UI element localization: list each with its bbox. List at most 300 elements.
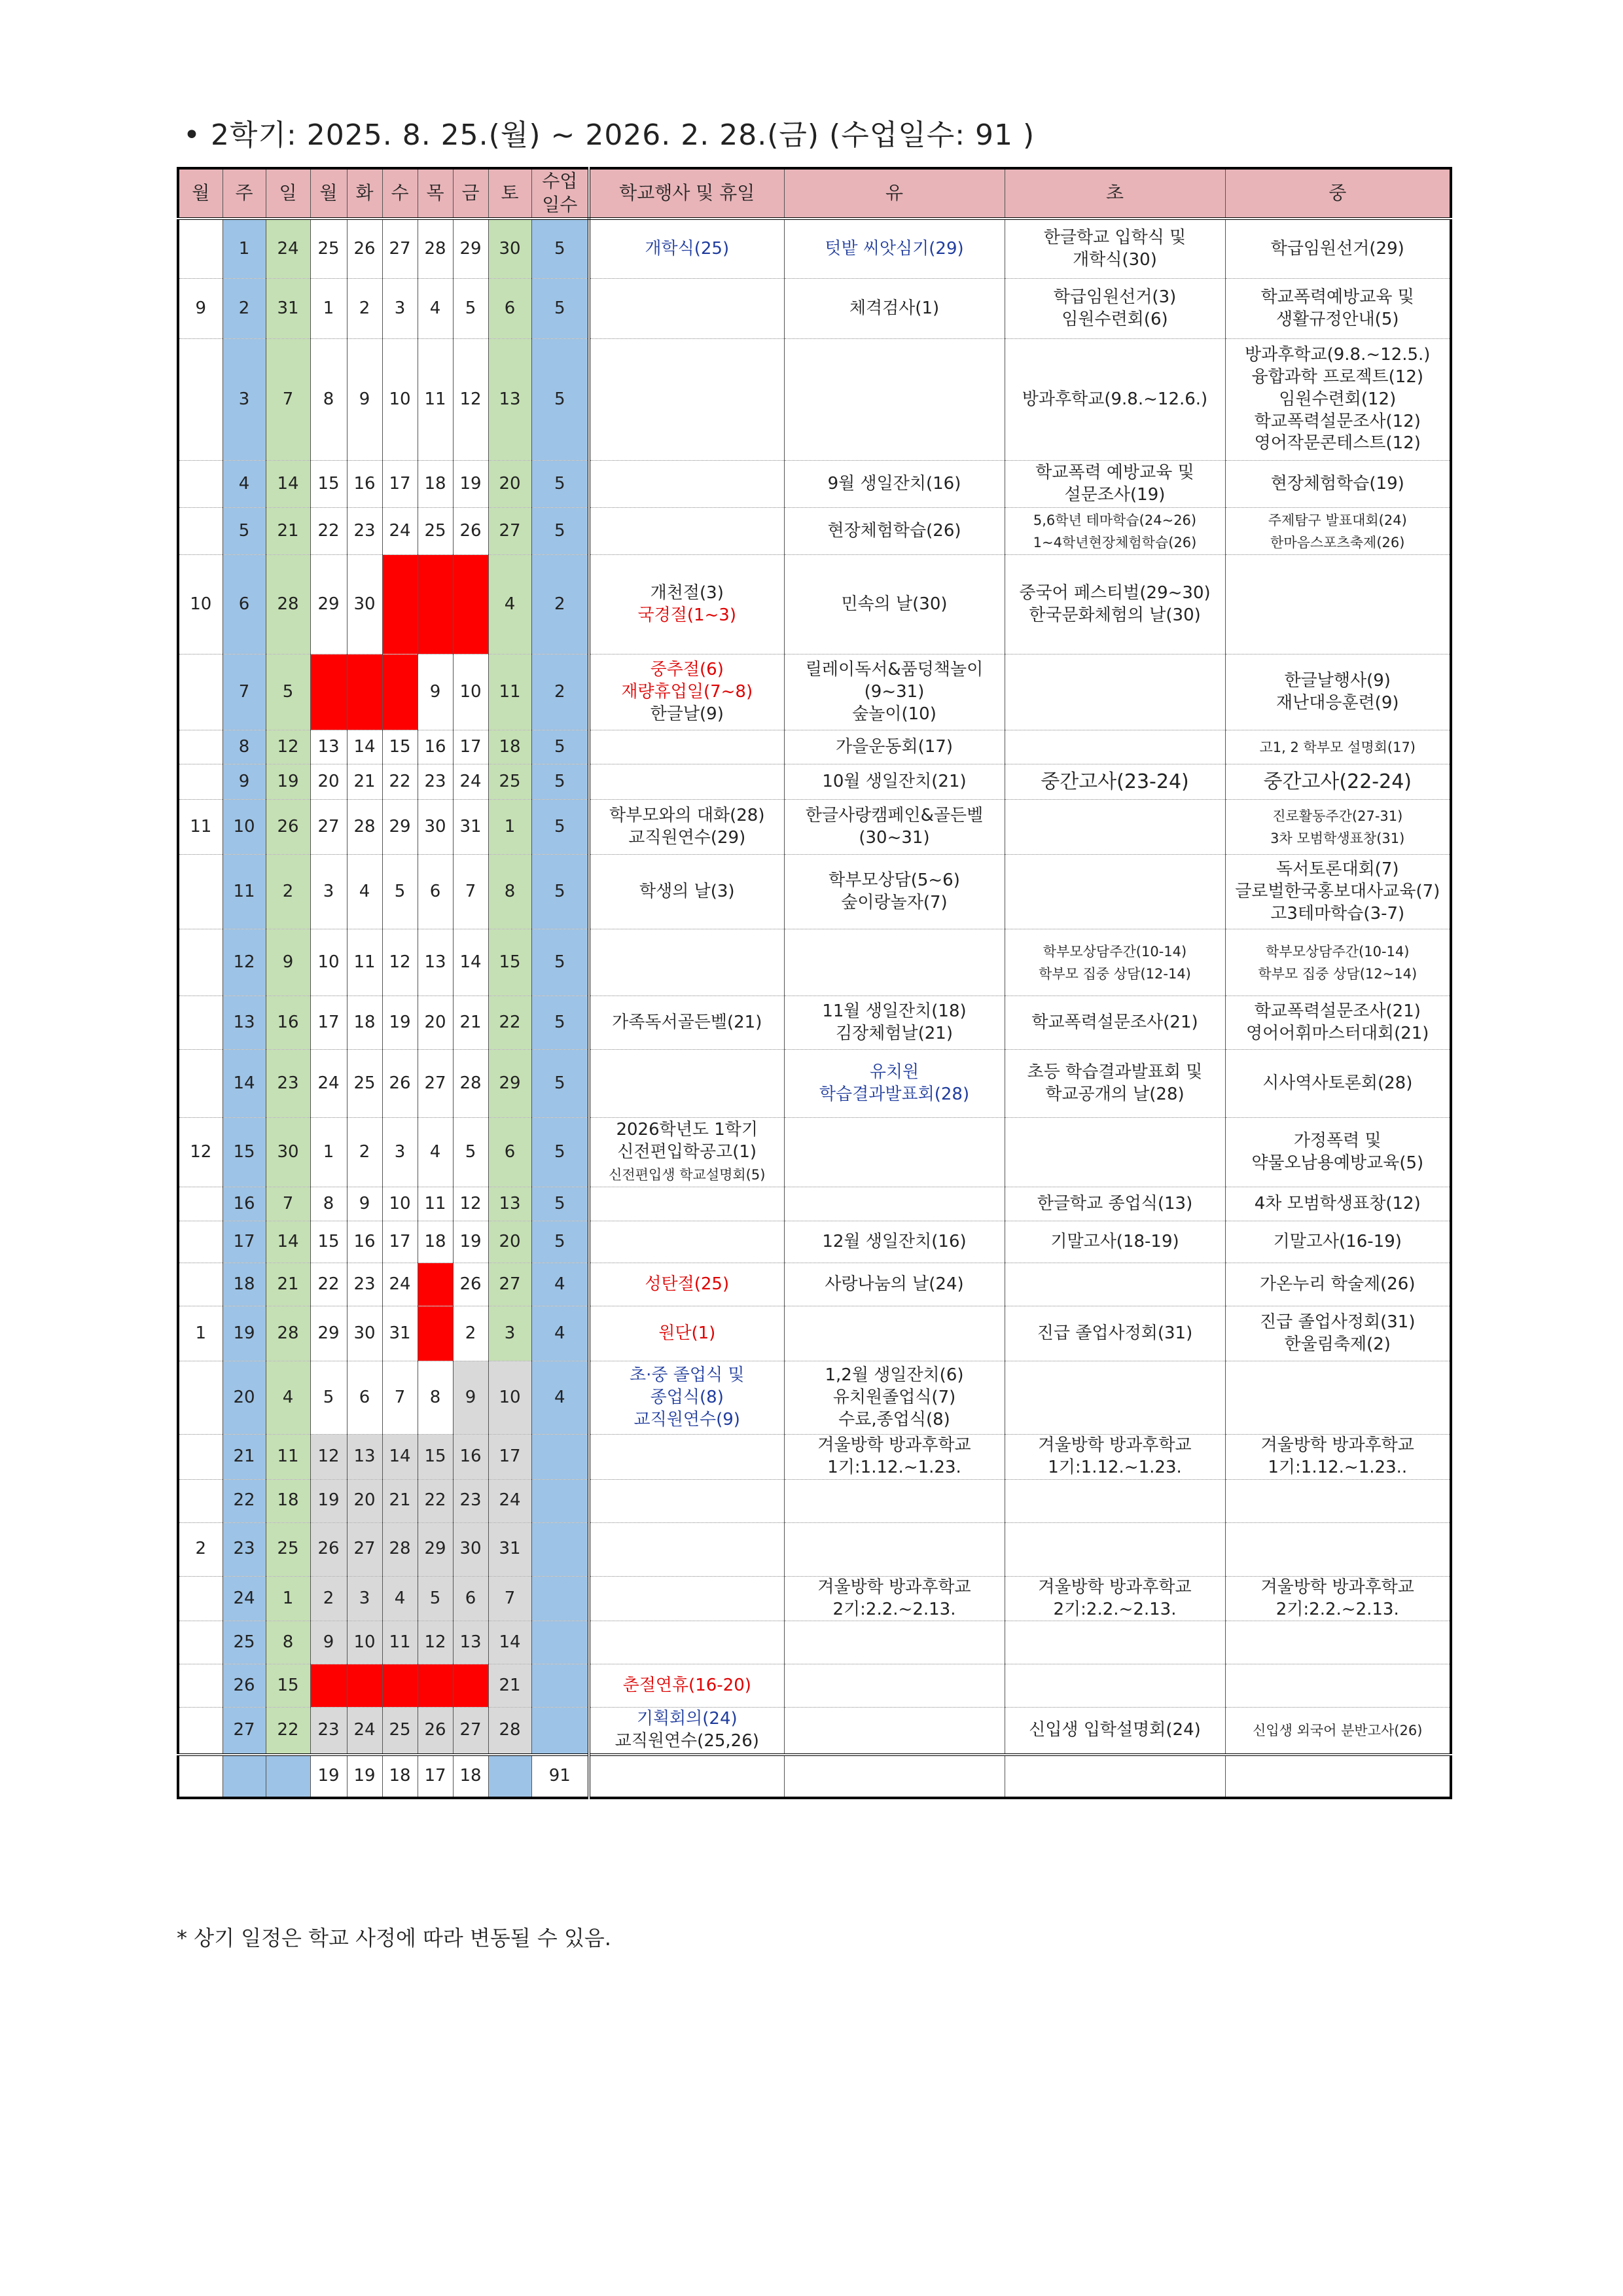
class-days-cell: 4	[531, 1306, 589, 1361]
event-line: 텃밭 씨앗심기(29)	[825, 238, 964, 259]
event-line: 원단(1)	[658, 1323, 716, 1343]
day-cell-sun: 12	[266, 730, 310, 764]
day-cell-sun: 15	[266, 1664, 310, 1708]
event-line: 학교폭력 예방교육 및	[1035, 462, 1194, 482]
class-days-cell: 5	[531, 800, 589, 855]
yu-cell	[784, 730, 1005, 764]
event-line: 한글학교 입학식 및	[1043, 227, 1186, 247]
table-row	[178, 1479, 1451, 1522]
day-cell-mon: 2	[310, 1576, 347, 1621]
day-cell-wed: 28	[382, 1522, 418, 1576]
header-mon: 월	[310, 168, 347, 219]
day-cell-sat: 14	[488, 1621, 531, 1664]
cho-cell	[1005, 1263, 1225, 1306]
day-cell-fri: 6	[453, 1576, 488, 1621]
day-cell-wed: 22	[382, 764, 418, 800]
day-cell-sat: 18	[488, 730, 531, 764]
yu-cell	[784, 1118, 1005, 1187]
month-cell	[178, 1479, 223, 1522]
class-days-cell: 5	[531, 996, 589, 1050]
day-cell-sun: 19	[266, 764, 310, 800]
event-line: 겨울방학 방과후학교	[817, 1435, 971, 1456]
event-line: 영어작문콘테스트(12)	[1254, 433, 1421, 454]
week-cell: 1	[223, 219, 266, 279]
week-cell: 19	[223, 1306, 266, 1361]
day-cell-thu: 18	[418, 461, 453, 508]
event-line: 1기:1.12.~1.23.	[827, 1458, 961, 1478]
day-cell-thu: 30	[418, 800, 453, 855]
table-row	[178, 1621, 1451, 1664]
event-line: 교직원연수(25,26)	[615, 1731, 759, 1751]
event-line: 1기:1.12.~1.23.	[1048, 1458, 1182, 1478]
week-cell: 21	[223, 1435, 266, 1480]
day-cell-fri: 9	[453, 1361, 488, 1435]
day-cell-tue: 21	[347, 764, 382, 800]
jung-cell	[1225, 855, 1451, 929]
event-line: 개학식(25)	[645, 238, 730, 259]
yu-cell	[784, 508, 1005, 555]
event-cell	[589, 1221, 784, 1263]
day-cell-sat: 15	[488, 929, 531, 996]
class-days-cell	[531, 1479, 589, 1522]
day-cell-fri: 26	[453, 508, 488, 555]
event-line: 2기:2.2.~2.13.	[1275, 1599, 1399, 1619]
yu-cell	[784, 1522, 1005, 1576]
event-line: 시사역사토론회(28)	[1262, 1073, 1413, 1093]
cho-cell	[1005, 1118, 1225, 1187]
day-cell-tue: 16	[347, 461, 382, 508]
day-cell-sat: 6	[488, 279, 531, 339]
event-cell	[589, 1118, 784, 1187]
day-cell-mon: 22	[310, 508, 347, 555]
day-cell-wed: 29	[382, 800, 418, 855]
yu-cell	[784, 800, 1005, 855]
event-line: 숲이랑놀자(7)	[841, 892, 948, 912]
day-cell-fri: 20	[453, 1664, 488, 1708]
day-cell-tue: 10	[347, 1621, 382, 1664]
event-line: 겨울방학 방과후학교	[1038, 1435, 1192, 1456]
day-cell-mon: 25	[310, 219, 347, 279]
month-cell	[178, 1263, 223, 1306]
event-line: 신전편입학공고(1)	[617, 1141, 757, 1162]
day-cell-sun: 7	[266, 339, 310, 461]
jung-cell	[1225, 1221, 1451, 1263]
day-cell-sat: 13	[488, 339, 531, 461]
event-line: 학부모 집중 상담(12~14)	[1258, 965, 1418, 982]
cho-cell	[1005, 1221, 1225, 1263]
day-cell-fri: 19	[453, 1221, 488, 1263]
event-line: 개학식(30)	[1073, 249, 1157, 270]
event-line: 겨울방학 방과후학교	[1260, 1577, 1414, 1597]
table-row	[178, 800, 1451, 855]
day-cell-thu: 25	[418, 508, 453, 555]
day-cell-tue: 27	[347, 1522, 382, 1576]
day-cell-wed: 25	[382, 1708, 418, 1755]
class-days-cell: 5	[531, 929, 589, 996]
day-cell-mon: 23	[310, 1708, 347, 1755]
event-line: 약물오남용예방교육(5)	[1251, 1153, 1424, 1173]
day-cell-mon: 27	[310, 800, 347, 855]
event-line: 임원수련회(6)	[1061, 309, 1168, 329]
day-cell-wed: 27	[382, 219, 418, 279]
day-cell-wed: 15	[382, 730, 418, 764]
day-cell-wed: 24	[382, 508, 418, 555]
jung-cell	[1225, 1479, 1451, 1522]
day-cell-fri: 3	[453, 555, 488, 655]
week-cell: 5	[223, 508, 266, 555]
event-cell	[589, 1306, 784, 1361]
day-cell-thu: 23	[418, 764, 453, 800]
day-cell-tue: 7	[347, 655, 382, 730]
month-cell	[178, 1435, 223, 1480]
event-line: 학부모와의 대화(28)	[609, 805, 765, 825]
event-line: 신입생 외국어 분반고사(26)	[1253, 1723, 1423, 1739]
day-cell-tue: 11	[347, 929, 382, 996]
day-cell-thu: 1	[418, 1306, 453, 1361]
event-cell	[589, 1664, 784, 1708]
day-cell-tue: 16	[347, 1221, 382, 1263]
event-cell	[589, 800, 784, 855]
jung-cell	[1225, 219, 1451, 279]
cho-cell	[1005, 996, 1225, 1050]
day-cell-fri: 16	[453, 1435, 488, 1480]
day-cell-thu: 11	[418, 339, 453, 461]
day-cell-wed: 18	[382, 1664, 418, 1708]
class-days-cell: 4	[531, 1361, 589, 1435]
day-cell-wed: 14	[382, 1435, 418, 1480]
yu-cell	[784, 1221, 1005, 1263]
event-line: 기획회의(24)	[636, 1709, 738, 1729]
jung-cell	[1225, 730, 1451, 764]
day-cell-tue: 3	[347, 1576, 382, 1621]
day-cell-sat: 22	[488, 996, 531, 1050]
table-row	[178, 219, 1451, 279]
table-row	[178, 1118, 1451, 1187]
event-line: 교직원연수(9)	[633, 1409, 740, 1429]
day-cell-sun: 7	[266, 1187, 310, 1221]
event-line: 현장체험학습(19)	[1270, 473, 1404, 493]
day-cell-mon: 19	[310, 1479, 347, 1522]
week-cell: 3	[223, 339, 266, 461]
page-title: • 2학기: 2025. 8. 25.(월) ~ 2026. 2. 28.(금) (수업일수: 91 )	[183, 118, 1035, 152]
event-line: 가족독서골든벨(21)	[612, 1012, 762, 1032]
week-cell: 18	[223, 1263, 266, 1306]
event-cell	[589, 1576, 784, 1621]
day-cell-mon: 29	[310, 555, 347, 655]
class-days-cell: 5	[531, 1221, 589, 1263]
month-cell	[178, 339, 223, 461]
day-cell-thu: 29	[418, 1522, 453, 1576]
day-cell-wed: 3	[382, 1118, 418, 1187]
week-cell: 4	[223, 461, 266, 508]
day-cell-sun: 5	[266, 655, 310, 730]
day-cell-sat: 8	[488, 855, 531, 929]
day-cell-thu: 27	[418, 1050, 453, 1118]
yu-cell	[784, 1576, 1005, 1621]
jung-cell	[1225, 929, 1451, 996]
yu-cell	[784, 1361, 1005, 1435]
event-line: 중간고사(22-24)	[1263, 770, 1412, 794]
table-row	[178, 279, 1451, 339]
cho-cell	[1005, 1361, 1225, 1435]
week-cell: 27	[223, 1708, 266, 1755]
event-cell	[589, 1263, 784, 1306]
day-cell-fri: 19	[453, 461, 488, 508]
header-middle: 중	[1225, 168, 1451, 219]
month-cell	[178, 1187, 223, 1221]
day-cell-tue: 30	[347, 555, 382, 655]
cho-cell	[1005, 1664, 1225, 1708]
header-sat: 토	[488, 168, 531, 219]
day-cell-thu: 19	[418, 1664, 453, 1708]
event-line: 겨울방학 방과후학교	[1038, 1577, 1192, 1597]
event-line: 성탄절(25)	[645, 1274, 730, 1294]
event-cell	[589, 1050, 784, 1118]
table-row	[178, 555, 1451, 655]
day-cell-sun: 26	[266, 800, 310, 855]
day-cell-wed: 1	[382, 555, 418, 655]
yu-cell	[784, 555, 1005, 655]
day-cell-sun: 18	[266, 1479, 310, 1522]
day-cell-sun: 22	[266, 1708, 310, 1755]
event-line: 기말고사(16-19)	[1273, 1231, 1402, 1251]
event-line: 학교폭력예방교육 및	[1260, 287, 1414, 307]
day-cell-wed: 4	[382, 1576, 418, 1621]
day-cell-tue: 4	[347, 855, 382, 929]
yu-cell	[784, 1263, 1005, 1306]
day-cell-sat: 7	[488, 1576, 531, 1621]
event-line: 생활규정안내(5)	[1275, 309, 1399, 329]
day-cell-sun: 24	[266, 219, 310, 279]
day-cell-mon: 3	[310, 855, 347, 929]
event-line: 중추절(6)	[650, 660, 724, 680]
event-line: 고1, 2 학부모 설명회(17)	[1259, 739, 1416, 755]
header-sun: 일	[266, 168, 310, 219]
month-cell	[178, 1576, 223, 1621]
event-line: 신입생 입학설명회(24)	[1029, 1720, 1201, 1740]
yu-cell	[784, 1050, 1005, 1118]
day-cell-wed: 31	[382, 1306, 418, 1361]
event-line: 재난대응훈련(9)	[1275, 692, 1399, 713]
cho-cell	[1005, 1708, 1225, 1755]
table-row	[178, 1050, 1451, 1118]
day-cell-fri: 12	[453, 339, 488, 461]
table-row	[178, 508, 1451, 555]
class-days-cell: 5	[531, 1050, 589, 1118]
yu-cell	[784, 279, 1005, 339]
day-cell-sun: 14	[266, 1221, 310, 1263]
day-cell-sun: 9	[266, 929, 310, 996]
event-cell	[589, 508, 784, 555]
month-cell	[178, 1664, 223, 1708]
day-cell-sat: 25	[488, 764, 531, 800]
day-cell-thu: 5	[418, 1576, 453, 1621]
day-cell-mon: 22	[310, 1263, 347, 1306]
event-cell	[589, 655, 784, 730]
day-cell-thu: 13	[418, 929, 453, 996]
footnote: * 상기 일정은 학교 사정에 따라 변동될 수 있음.	[177, 1926, 611, 1950]
event-cell	[589, 1522, 784, 1576]
semester-calendar-table	[177, 167, 1452, 1799]
cho-cell	[1005, 508, 1225, 555]
month-cell	[178, 855, 223, 929]
table-row	[178, 1708, 1451, 1755]
event-line: 영어어휘마스터대회(21)	[1246, 1023, 1429, 1043]
event-line: 학부모상담주간(10-14)	[1266, 943, 1410, 960]
table-row	[178, 1306, 1451, 1361]
yu-cell	[784, 1479, 1005, 1522]
day-cell-wed: 10	[382, 1187, 418, 1221]
day-cell-wed: 26	[382, 1050, 418, 1118]
month-cell	[178, 730, 223, 764]
month-cell: 11	[178, 800, 223, 855]
jung-cell	[1225, 1522, 1451, 1576]
day-cell-wed: 10	[382, 339, 418, 461]
week-cell: 14	[223, 1050, 266, 1118]
month-cell	[178, 461, 223, 508]
event-line: 학부모상담주간(10-14)	[1043, 943, 1187, 960]
month-cell	[178, 764, 223, 800]
cho-cell	[1005, 800, 1225, 855]
event-line: 춘절연휴(16-20)	[622, 1676, 751, 1696]
event-line: 4차 모범학생표창(12)	[1254, 1193, 1421, 1213]
event-line: 방과후학교(9.8.~12.5.)	[1245, 345, 1431, 365]
event-line: 교직원연수(29)	[628, 827, 746, 848]
yu-cell	[784, 1621, 1005, 1664]
day-cell-thu: 4	[418, 279, 453, 339]
class-days-cell	[531, 1708, 589, 1755]
event-line: 겨울방학 방과후학교	[817, 1577, 971, 1597]
day-cell-thu: 9	[418, 655, 453, 730]
day-cell-sat: 29	[488, 1050, 531, 1118]
day-cell-wed: 24	[382, 1263, 418, 1306]
day-cell-mon: 6	[310, 655, 347, 730]
event-line: 방과후학교(9.8.~12.6.)	[1022, 389, 1208, 409]
class-days-cell	[531, 1522, 589, 1576]
month-cell: 2	[178, 1522, 223, 1576]
event-line: 진로활동주간(27-31)	[1272, 808, 1403, 824]
day-cell-wed: 11	[382, 1621, 418, 1664]
day-cell-tue: 23	[347, 1263, 382, 1306]
event-cell	[589, 1621, 784, 1664]
event-cell	[589, 929, 784, 996]
table-row	[178, 461, 1451, 508]
event-line: 학생의 날(3)	[639, 881, 735, 901]
event-line: 학교폭력설문조사(21)	[1254, 1001, 1421, 1021]
event-line: 2기:2.2.~2.13.	[1053, 1599, 1177, 1619]
month-cell	[178, 219, 223, 279]
event-line: 5,6학년 테마학습(24~26)	[1033, 512, 1197, 528]
jung-cell	[1225, 1664, 1451, 1708]
day-cell-sun: 23	[266, 1050, 310, 1118]
day-cell-sun: 31	[266, 279, 310, 339]
day-cell-sat: 24	[488, 1479, 531, 1522]
week-cell: 2	[223, 279, 266, 339]
day-cell-sun: 8	[266, 1621, 310, 1664]
event-line: 릴레이독서&품덩책놀이	[805, 660, 984, 680]
day-cell-sat: 1	[488, 800, 531, 855]
day-cell-fri: 21	[453, 996, 488, 1050]
event-cell	[589, 730, 784, 764]
event-line: 한마음스포츠축제(26)	[1270, 534, 1405, 550]
event-line: 사랑나눔의 날(24)	[825, 1274, 964, 1294]
day-cell-sat: 30	[488, 219, 531, 279]
event-line: 학부모 집중 상담(12-14)	[1039, 965, 1191, 982]
jung-cell	[1225, 764, 1451, 800]
header-week: 주	[223, 168, 266, 219]
day-cell-mon: 20	[310, 764, 347, 800]
yu-cell	[784, 929, 1005, 996]
class-days-cell: 2	[531, 655, 589, 730]
day-cell-sun: 28	[266, 555, 310, 655]
day-cell-sat: 27	[488, 508, 531, 555]
cho-cell	[1005, 764, 1225, 800]
day-cell-mon: 8	[310, 1187, 347, 1221]
event-cell	[589, 1479, 784, 1522]
cho-cell	[1005, 461, 1225, 508]
class-days-cell: 4	[531, 1263, 589, 1306]
day-cell-fri: 13	[453, 1621, 488, 1664]
cho-cell	[1005, 855, 1225, 929]
event-line: 유치원	[869, 1062, 919, 1082]
cho-cell	[1005, 1621, 1225, 1664]
event-line: 신전편입생 학교설명회(5)	[609, 1166, 766, 1183]
day-cell-wed: 3	[382, 279, 418, 339]
day-cell-sun: 30	[266, 1118, 310, 1187]
day-cell-sun: 1	[266, 1576, 310, 1621]
week-cell: 8	[223, 730, 266, 764]
jung-cell	[1225, 1621, 1451, 1664]
day-cell-fri: 17	[453, 730, 488, 764]
day-cell-mon: 1	[310, 1118, 347, 1187]
yu-cell	[784, 461, 1005, 508]
day-cell-mon: 15	[310, 1221, 347, 1263]
day-cell-mon: 10	[310, 929, 347, 996]
event-line: 민속의 날(30)	[841, 594, 948, 614]
event-line: 1,2월 생일잔치(6)	[825, 1365, 964, 1386]
total-mon: 19	[310, 1755, 347, 1798]
event-line: 현장체험학습(26)	[827, 520, 961, 541]
cho-cell	[1005, 555, 1225, 655]
total-wed: 18	[382, 1755, 418, 1798]
day-cell-wed: 12	[382, 929, 418, 996]
jung-cell	[1225, 339, 1451, 461]
week-cell: 13	[223, 996, 266, 1050]
week-cell: 10	[223, 800, 266, 855]
cho-cell	[1005, 1522, 1225, 1576]
jung-cell	[1225, 461, 1451, 508]
yu-cell	[784, 764, 1005, 800]
table-row	[178, 1664, 1451, 1708]
day-cell-fri: 23	[453, 1479, 488, 1522]
day-cell-thu: 2	[418, 555, 453, 655]
table-row	[178, 996, 1451, 1050]
jung-cell	[1225, 1187, 1451, 1221]
event-line: 12월 생일잔치(16)	[822, 1231, 967, 1251]
day-cell-thu: 11	[418, 1187, 453, 1221]
event-line: 설문조사(19)	[1064, 484, 1166, 505]
event-line: 가을운동회(17)	[836, 736, 953, 757]
day-cell-tue: 2	[347, 1118, 382, 1187]
day-cell-sun: 21	[266, 1263, 310, 1306]
week-cell: 25	[223, 1621, 266, 1664]
table-row	[178, 1435, 1451, 1480]
day-cell-tue: 20	[347, 1479, 382, 1522]
class-days-cell: 5	[531, 279, 589, 339]
day-cell-sun: 14	[266, 461, 310, 508]
week-cell: 16	[223, 1187, 266, 1221]
month-cell: 1	[178, 1306, 223, 1361]
